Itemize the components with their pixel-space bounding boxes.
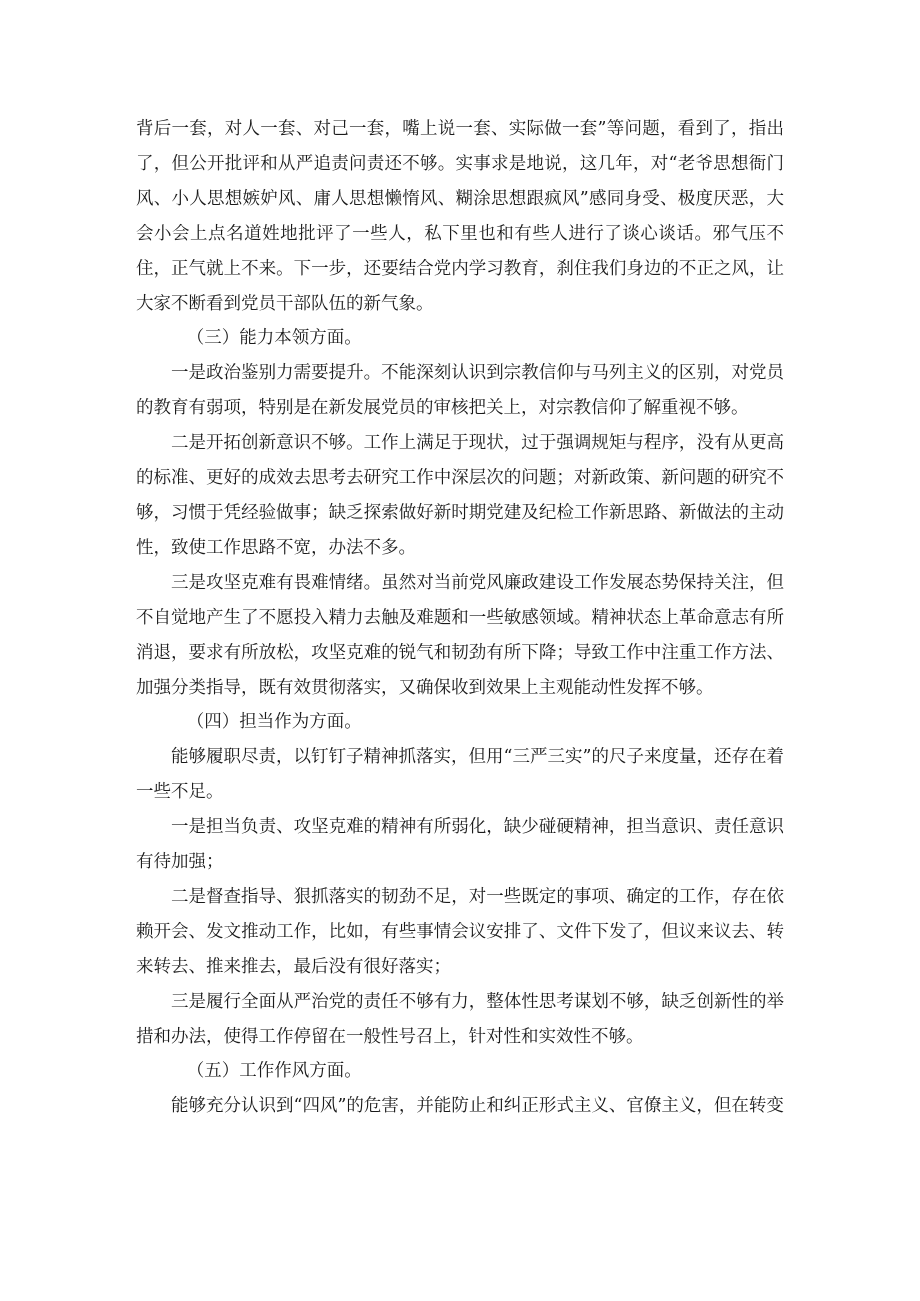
body-paragraph: 三是攻坚克难有畏难情绪。虽然对当前党风廉政建设工作发展态势保持关注，但不自觉地产生了不愿投入精力去触及难题和一些敏感领域。精神状态上革命意志有所消退，要求有所放松，攻坚克难的锐气和韧劲有所下降；导致工作中注重工作方法、加强分类指导，既有效贯彻落实，又确保收到效果上主观能动性发挥不够。 xyxy=(136,572,784,698)
section-heading-responsibility: （四）担当作为方面。 xyxy=(186,712,362,733)
document-body xyxy=(136,112,784,1124)
body-paragraph: 能够充分认识到“四风”的危害，并能防止和纠正形式主义、官僚主义，但在转变 xyxy=(171,1096,784,1117)
body-paragraph: 二是督查指导、狠抓落实的韧劲不足，对一些既定的事项、确定的工作，存在依赖开会、发文推动工作，比如，有些事情会议安排了、文件下发了，但议来议去、转来转去、推来推去，最后没有很好落实； xyxy=(136,886,784,977)
section-heading-work-style: （五）工作作风方面。 xyxy=(186,1061,362,1082)
body-paragraph: 一是担当负责、攻坚克难的精神有所弱化，缺少碰硬精神，担当意识、责任意识有待加强； xyxy=(136,817,784,873)
section-heading-ability: （三）能力本领方面。 xyxy=(186,328,362,349)
body-paragraph: 三是履行全面从严治党的责任不够有力，整体性思考谋划不够，缺乏创新性的举措和办法，使得工作停留在一般性号召上，针对性和实效性不够。 xyxy=(136,991,784,1047)
body-paragraph: 二是开拓创新意识不够。工作上满足于现状，过于强调规矩与程序，没有从更高的标准、更好的成效去思考去研究工作中深层次的问题；对新政策、新问题的研究不够，习惯于凭经验做事；缺乏探索做好新时期党建及纪检工作新思路、新做法的主动性，致使工作思路不宽，办法不多。 xyxy=(136,433,784,558)
body-paragraph: 一是政治鉴别力需要提升。不能深刻认识到宗教信仰与马列主义的区别，对党员的教育有弱项，特别是在新发展党员的审核把关上，对宗教信仰了解重视不够。 xyxy=(136,363,784,419)
continuation-paragraph: 背后一套，对人一套、对己一套，嘴上说一套、实际做一套”等问题，看到了，指出了，但公开批评和从严追责问责还不够。实事求是地说，这几年，对“老爷思想衙门风、小人思想嫉妒风、庸人思想懒惰风、糊涂思想跟疯风”感同身受、极度厌恶，大会小会上点名道姓地批评了一些人，私下里也和有些人进行了谈心谈话。邪气压不住，正气就上不来。下一步，还要结合党内学习教育，刹住我们身边的不正之风，让大家不断看到党员干部队伍的新气象。 xyxy=(136,119,784,314)
body-paragraph: 能够履职尽责，以钉钉子精神抓落实，但用“三严三实”的尺子来度量，还存在着一些不足。 xyxy=(136,747,784,803)
